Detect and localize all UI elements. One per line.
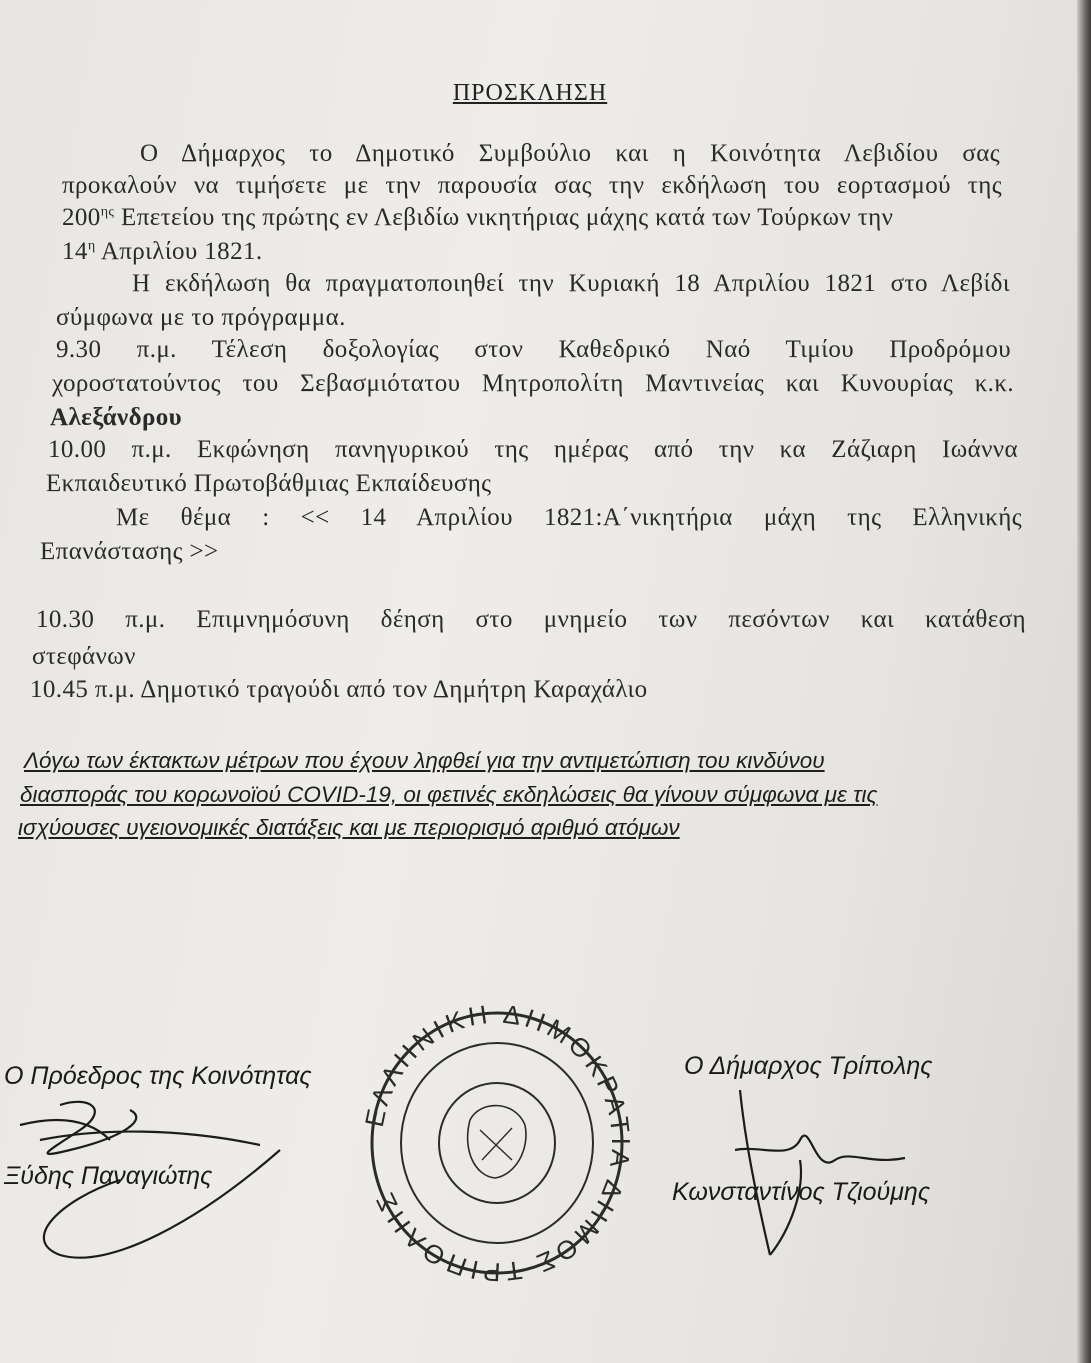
program-item-3-line-1: 10.30 π.μ. Επιμνημόσυνη δέηση στο μνημείο των πεσόντων και κατάθεση	[36, 606, 1026, 633]
battle-day-ordinal: η	[87, 238, 96, 254]
program-item-2-line-1: 10.00 π.μ. Εκφώνηση πανηγυρικού της ημέρας από την κα Ζάζιαρη Ιωάννα	[48, 436, 1018, 463]
event-info-line-2: σύμφωνα με το πρόγραμμα.	[56, 304, 346, 331]
covid-notice-line-3: ισχύουσες υγειονομικές διατάξεις και με περιορισμό αριθμό ατόμων	[18, 815, 680, 840]
program-item-2-line-3: Με θέμα : << 14 Απριλίου 1821:Α΄νικητήρια μάχη της Ελληνικής	[116, 504, 1022, 531]
covid-notice-line-1: Λόγω των έκτακτων μέτρων που έχουν ληφθεί για την αντιμετώπιση του κινδύνου	[24, 748, 825, 773]
program-item-2-line-4: Επανάστασης >>	[40, 538, 219, 565]
intro-line-3-text: Επετείου της πρώτης εν Λεβιδίω νικητήριας μάχης κατά των Τούρκων την	[114, 204, 894, 231]
left-handwritten-signature	[20, 1102, 280, 1258]
anniversary-number: 200	[62, 204, 101, 231]
intro-line-4-text: Απριλίου 1821.	[95, 238, 263, 265]
right-signatory-title: Ο Δήμαρχος Τρίπολης	[684, 1052, 933, 1080]
svg-text:ΕΛΛΗΝΙΚΗ ΔΗΜΟΚΡΑΤΙΑ ΔΗΜΟΣ ΤΡΙΠ: ΕΛΛΗΝΙΚΗ ΔΗΜΟΚΡΑΤΙΑ ΔΗΜΟΣ ΤΡΙΠΟΛΗΣ	[358, 998, 637, 1288]
intro-line-2: προκαλούν να τιμήσετε με την παρουσία σας την εκδήλωση του εορτασμού της	[62, 172, 1002, 199]
document-title: ΠΡΟΣΚΛΗΣΗ	[452, 80, 608, 106]
right-handwritten-signature	[735, 1090, 905, 1255]
anniversary-ordinal: ης	[100, 204, 115, 220]
official-stamp	[359, 999, 636, 1288]
covid-notice-line-2: διασποράς του κορωνοϊού COVID-19, οι φετινές εκδηλώσεις θα γίνουν σύμφωνα με τις	[20, 782, 878, 807]
program-item-3-line-2: στεφάνων	[32, 643, 136, 670]
battle-day: 14	[62, 238, 88, 265]
program-item-2-line-2: Εκπαιδευτικό Πρωτοβάθμιας Εκπαίδευσης	[46, 470, 492, 497]
intro-line-1: Ο Δήμαρχος το Δημοτικό Συμβούλιο και η Κοινότητα Λεβιδίου σας	[140, 140, 1000, 167]
program-item-4-line-1: 10.45 π.μ. Δημοτικό τραγούδι από τον Δημήτρη Καραχάλιο	[30, 676, 648, 703]
program-item-1-line-2: χοροστατούντος του Σεβασμιότατου Μητροπολίτη Μαντινείας και Κυνουρίας κ.κ.	[52, 370, 1014, 397]
event-info-line-1: Η εκδήλωση θα πραγματοποιηθεί την Κυριακή 18 Απριλίου 1821 στο Λεβίδι	[132, 270, 1010, 297]
left-signatory-title: Ο Πρόεδρος της Κοινότητας	[4, 1062, 312, 1090]
left-signatory-name: Ξύδης Παναγιώτης	[4, 1162, 213, 1190]
program-item-1-line-3: Αλεξάνδρου	[50, 404, 183, 431]
program-item-1-line-1: 9.30 π.μ. Τέλεση δοξολογίας στον Καθεδρικό Ναό Τιμίου Προδρόμου	[56, 336, 1011, 363]
right-signatory-name: Κωνσταντίνος Τζιούμης	[672, 1178, 930, 1206]
